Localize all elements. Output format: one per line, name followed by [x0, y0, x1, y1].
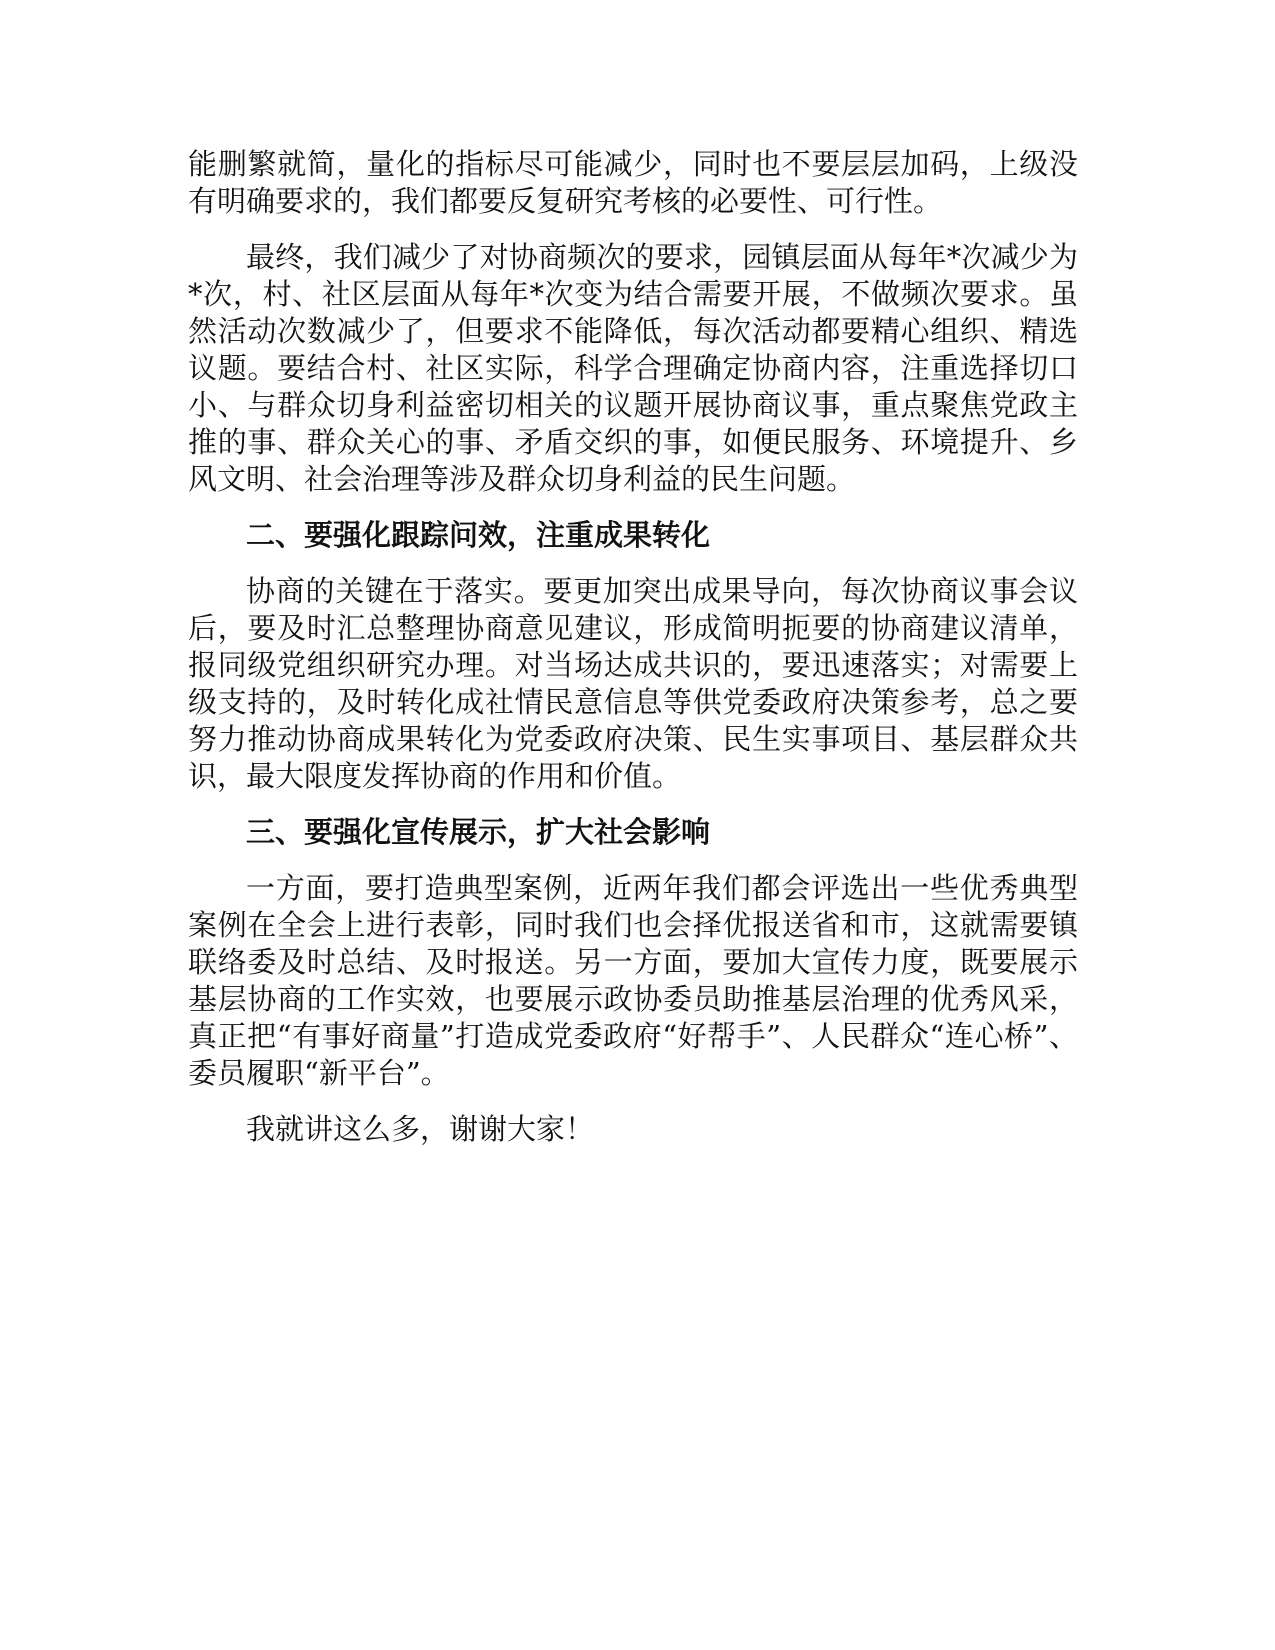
paragraph-final-frequency: 最终，我们减少了对协商频次的要求，园镇层面从每年*次减少为*次，村、社区层面从每年*次变为结合需要开展，不做频次要求。虽然活动次数减少了，但要求不能降低，每次活动都要精心组织、精选议题。要结合村、社区实际，科学合理确定协商内容，注重选择切口小、与群众切身利益密切相关的议题开展协商议事，重点聚焦党政主推的事、群众关心的事、矛盾交织的事，如便民服务、环境提升、乡风文明、社会治理等涉及群众切身利益的民生问题。: [188, 240, 1078, 496]
section-heading-2: 二、要强化跟踪问效，注重成果转化: [246, 518, 711, 552]
document-body: [188, 146, 1078, 1167]
section-3-paragraph: 一方面，要打造典型案例，近两年我们都会评选出一些优秀典型案例在全会上进行表彰，同时我们也会择优报送省和市，这就需要镇联络委及时总结、及时报送。另一方面，要加大宣传力度，既要展示基层协商的工作实效，也要展示政协委员助推基层治理的优秀风采，真正把“有事好商量”打造成党委政府“好帮手”、人民群众“连心桥”、委员履职“新平台”。: [188, 871, 1078, 1090]
paragraph-continuation: 能删繁就简，量化的指标尽可能减少，同时也不要层层加码，上级没有明确要求的，我们都要反复研究考核的必要性、可行性。: [188, 147, 1078, 218]
section-2-paragraph: 协商的关键在于落实。要更加突出成果导向，每次协商议事会议后，要及时汇总整理协商意见建议，形成简明扼要的协商建议清单，报同级党组织研究办理。对当场达成共识的，要迅速落实；对需要上级支持的，及时转化成社情民意信息等供党委政府决策参考，总之要努力推动协商成果转化为党委政府决策、民生实事项目、基层群众共识，最大限度发挥协商的作用和价值。: [188, 574, 1078, 793]
closing-remark: 我就讲这么多，谢谢大家！: [246, 1112, 595, 1146]
section-heading-3: 三、要强化宣传展示，扩大社会影响: [246, 815, 711, 849]
